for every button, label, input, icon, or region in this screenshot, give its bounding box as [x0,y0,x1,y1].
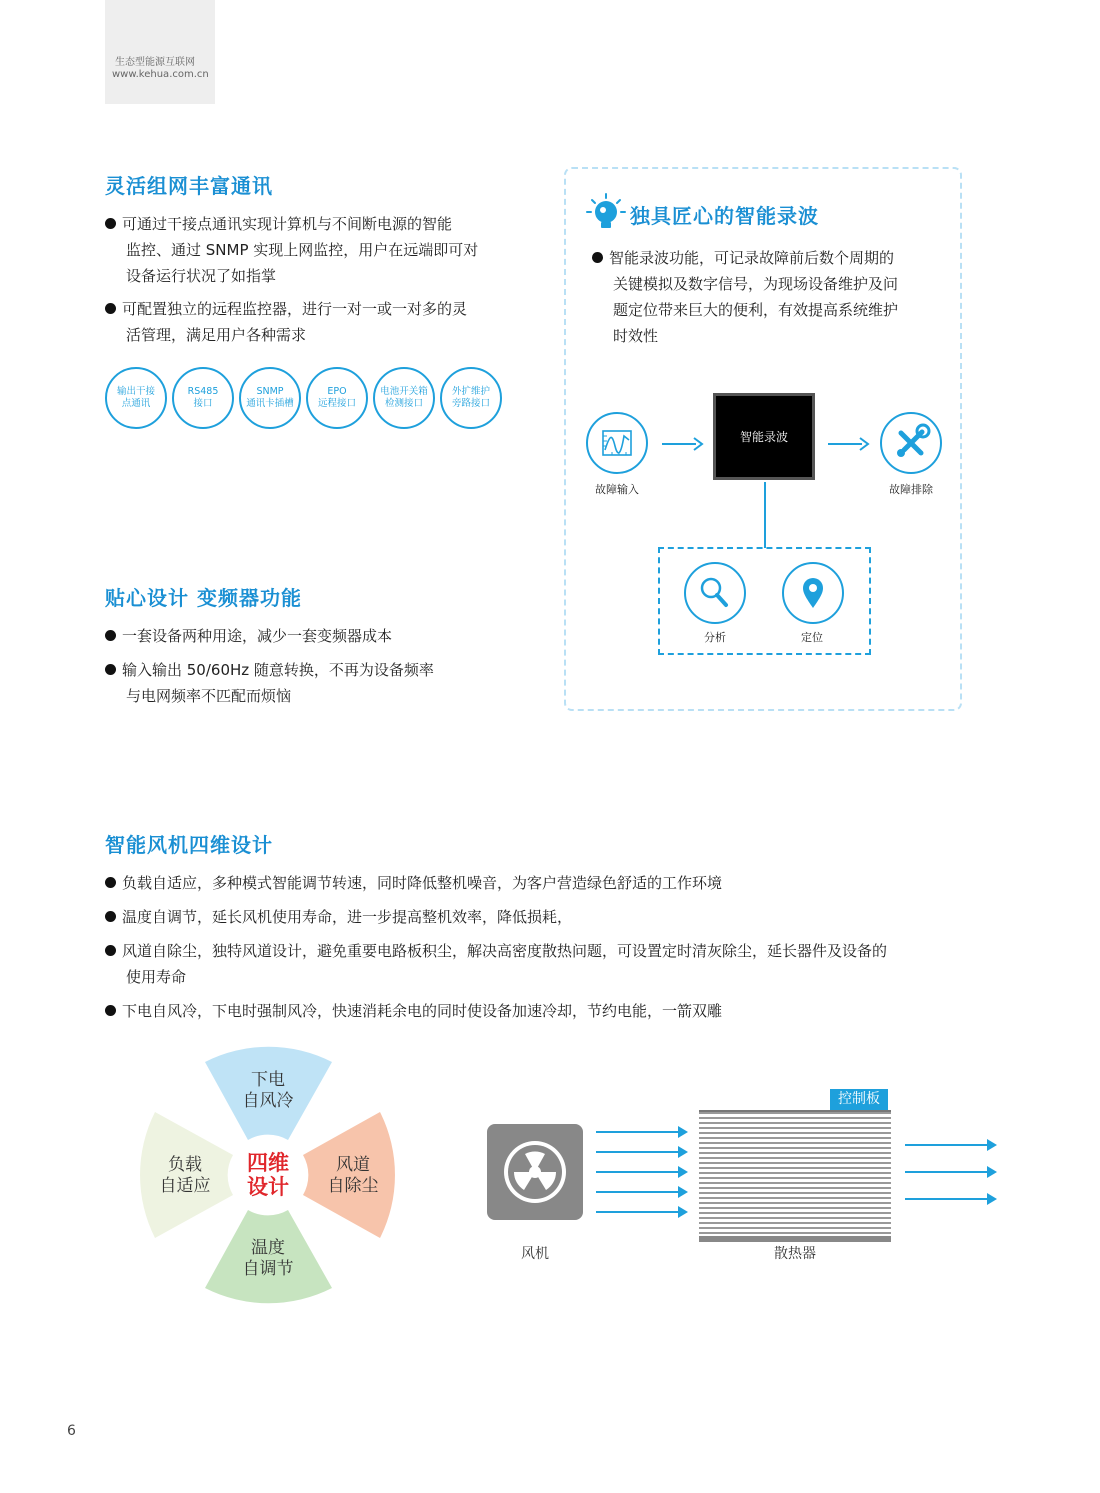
radiator [699,1110,891,1242]
circle-bypass: 外扩维护 旁路接口 [440,367,502,429]
bullet-dot [105,664,116,675]
circle-epo: EPO 远程接口 [306,367,368,429]
section2-bullet-1: 一套设备两种用途，减少一套变频器成本 [105,623,525,649]
bullet-dot [105,303,116,314]
wheel-center-label: 四维 设计 [247,1151,289,1199]
waveform-icon [586,412,648,474]
circle-snmp: SNMP 通讯卡插槽 [239,367,301,429]
header-line1: 生态型能源互联网 [115,57,195,68]
fault-clear-label: 故障排除 [889,483,933,496]
section1-bullet-2: 可配置独立的远程监控器，进行一对一或一对多的灵 活管理，满足用户各种需求 [105,296,525,348]
fan-icon [487,1124,583,1220]
tools-icon [880,412,942,474]
airflow-arrows-out [905,1135,1000,1207]
header-line2: www.kehua.com.cn [112,69,209,80]
fault-input-label: 故障输入 [595,483,639,496]
section3-bullet-3: 风道自除尘，独特风道设计，避免重要电路板积尘，解决高密度散热问题，可设置定时清灰除尘，延长器件及设备的 使用寿命 [105,938,985,990]
location-pin-icon [782,562,844,624]
section3-title: 智能风机四维设计 [105,833,273,857]
page-number: 6 [67,1423,76,1439]
bullet-dot [105,630,116,641]
section2-bullet-2: 输入输出 50/60Hz 随意转换，不再为设备频率 与电网频率不匹配而烦恼 [105,657,525,709]
circle-rs485: RS485 接口 [172,367,234,429]
bullet-dot [592,252,603,263]
magnifier-icon [684,562,746,624]
section3-bullet-1: 负载自适应，多种模式智能调节转速，同时降低整机噪音，为客户营造绿色舒适的工作环境 [105,870,985,896]
header-tab [105,0,215,104]
wheel-left-label: 负载 自适应 [159,1155,211,1196]
wheel-top-label: 下电 自风冷 [242,1070,294,1111]
locate-label: 定位 [801,631,823,644]
bullet-dot [105,911,116,922]
circle-battery-switch: 电池开关箱 检测接口 [373,367,435,429]
bullet-dot [105,1005,116,1016]
section3-bullet-2: 温度自调节，延长风机使用寿命，进一步提高整机效率，降低损耗， [105,904,985,930]
fan-label: 风机 [521,1246,549,1262]
wheel-bottom-label: 温度 自调节 [242,1238,294,1279]
wheel-right-label: 风道 自除尘 [327,1155,379,1196]
section1-bullet-1: 可通过干接点通讯实现计算机与不间断电源的智能 监控、通过 SNMP 实现上网监控，用户在远端即可对 设备运行状况了如指掌 [105,211,525,289]
bullet-dot [105,945,116,956]
lightbulb-icon [586,192,626,232]
bullet-dot [105,877,116,888]
panel-title: 独具匠心的智能录波 [630,204,819,228]
analysis-label: 分析 [704,631,726,644]
panel-bullet: 智能录波功能，可记录故障前后数个周期的 关键模拟及数字信号，为现场设备维护及问 题定位带来巨大的便利，有效提高系统维护 时效性 [592,245,952,349]
bullet-dot [105,218,116,229]
section1-title: 灵活组网丰富通讯 [105,174,273,198]
radiator-label: 散热器 [774,1246,816,1262]
smart-recording-box: 智能录波 [713,393,815,480]
section3-bullet-4: 下电自风冷，下电时强制风冷，快速消耗余电的同时使设备加速冷却，节约电能，一箭双雕 [105,998,985,1024]
arrow-right-icon [828,435,870,457]
circle-dry-contact: 输出干接 点通讯 [105,367,167,429]
airflow-arrows-in [596,1120,691,1224]
connector-line [764,482,766,548]
section2-title: 贴心设计 变频器功能 [105,586,302,610]
control-board-label: 控制板 [830,1089,888,1110]
arrow-right-icon [662,435,704,457]
